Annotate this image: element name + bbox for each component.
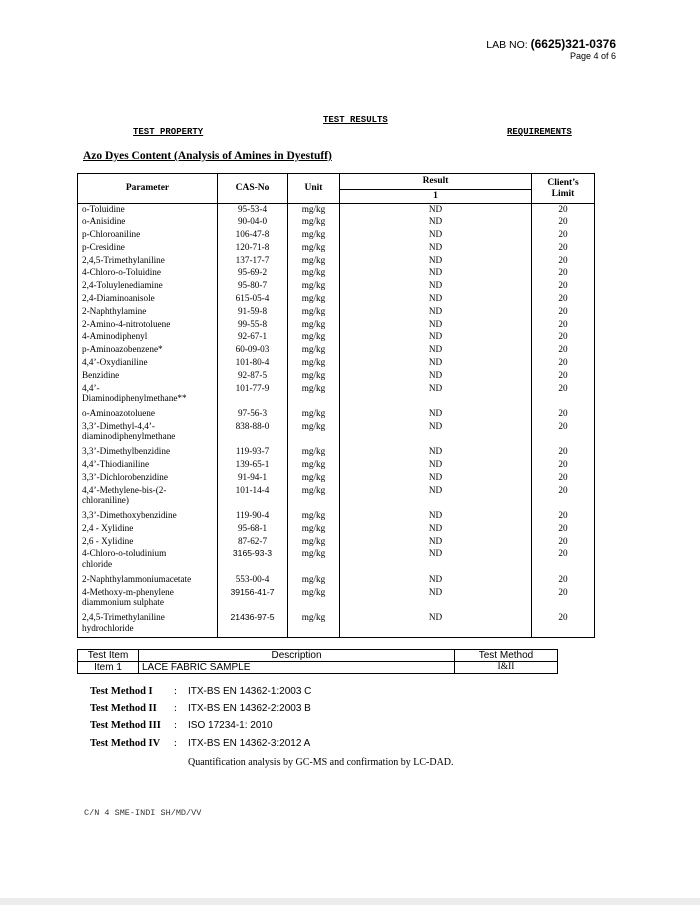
cell-cas: 119-93-7 bbox=[218, 446, 288, 459]
table-row bbox=[78, 459, 595, 472]
cell-unit: mg/kg bbox=[288, 536, 340, 549]
cell-parameter: 2-Naphthylammoniumacetate bbox=[78, 574, 218, 587]
cell-parameter: 2-Naphthylamine bbox=[78, 306, 218, 319]
cell-limit: 20 bbox=[532, 255, 595, 268]
cell-cas: 95-69-2 bbox=[218, 267, 288, 280]
cell-result: ND bbox=[340, 319, 532, 332]
cell-cas: 60-09-03 bbox=[218, 344, 288, 357]
table-row bbox=[78, 357, 595, 370]
cell-result: ND bbox=[340, 216, 532, 229]
table-row bbox=[78, 574, 595, 587]
cell-result: ND bbox=[340, 510, 532, 523]
cell-cas: 91-94-1 bbox=[218, 472, 288, 485]
cell-cas: 99-55-8 bbox=[218, 319, 288, 332]
cell-limit: 20 bbox=[532, 267, 595, 280]
cell-limit: 20 bbox=[532, 293, 595, 306]
requirements-heading: REQUIREMENTS bbox=[507, 127, 572, 137]
cell-unit: mg/kg bbox=[288, 421, 340, 446]
cell-unit: mg/kg bbox=[288, 204, 340, 217]
cell-unit: mg/kg bbox=[288, 370, 340, 383]
cell-unit: mg/kg bbox=[288, 319, 340, 332]
cell-result: ND bbox=[340, 255, 532, 268]
header-result: Result bbox=[340, 174, 532, 190]
cell-cas: 101-80-4 bbox=[218, 357, 288, 370]
cell-cas: 838-88-0 bbox=[218, 421, 288, 446]
cell-result: ND bbox=[340, 344, 532, 357]
page-bottom-edge bbox=[0, 898, 700, 905]
cell-parameter: o-Toluidine bbox=[78, 204, 218, 217]
cell-parameter: 3,3’-Dimethyl-4,4’- diaminodiphenylmethane bbox=[78, 421, 218, 446]
cell-limit: 20 bbox=[532, 612, 595, 637]
cell-parameter: 2,4-Diaminoanisole bbox=[78, 293, 218, 306]
cell-cas: 137-17-7 bbox=[218, 255, 288, 268]
cell-result: ND bbox=[340, 204, 532, 217]
cell-unit: mg/kg bbox=[288, 548, 340, 573]
cell-cas: 120-71-8 bbox=[218, 242, 288, 255]
cell-unit: mg/kg bbox=[288, 331, 340, 344]
items-row bbox=[78, 662, 558, 674]
cell-parameter: 2,4,5-Trimethylaniline bbox=[78, 255, 218, 268]
cell-cas: 95-53-4 bbox=[218, 204, 288, 217]
cell-cas: 119-90-4 bbox=[218, 510, 288, 523]
cell-result: ND bbox=[340, 421, 532, 446]
method-colon: : bbox=[174, 738, 177, 749]
table-row bbox=[78, 242, 595, 255]
cell-limit: 20 bbox=[532, 523, 595, 536]
cell-unit: mg/kg bbox=[288, 408, 340, 421]
cell-parameter: 4,4’-Oxydianiline bbox=[78, 357, 218, 370]
cell-result: ND bbox=[340, 229, 532, 242]
cell-limit: 20 bbox=[532, 510, 595, 523]
cell-result: ND bbox=[340, 293, 532, 306]
cell-parameter: p-Cresidine bbox=[78, 242, 218, 255]
table-row bbox=[78, 548, 595, 573]
method-label: Test Method IV bbox=[90, 738, 161, 749]
cell-result: ND bbox=[340, 383, 532, 408]
table-row bbox=[78, 370, 595, 383]
item-description: LACE FABRIC SAMPLE bbox=[139, 662, 455, 674]
method-value: ITX-BS EN 14362-2:2003 B bbox=[188, 703, 311, 714]
cell-result: ND bbox=[340, 357, 532, 370]
results-table bbox=[77, 173, 595, 638]
cell-result: ND bbox=[340, 472, 532, 485]
table-row bbox=[78, 587, 595, 612]
cell-unit: mg/kg bbox=[288, 523, 340, 536]
cell-parameter: 3,3’-Dichlorobenzidine bbox=[78, 472, 218, 485]
cell-limit: 20 bbox=[532, 204, 595, 217]
cell-limit: 20 bbox=[532, 548, 595, 573]
cell-unit: mg/kg bbox=[288, 216, 340, 229]
table-row bbox=[78, 408, 595, 421]
cell-unit: mg/kg bbox=[288, 612, 340, 637]
cell-cas: 90-04-0 bbox=[218, 216, 288, 229]
table-row bbox=[78, 612, 595, 637]
items-header-item: Test Item bbox=[78, 650, 139, 662]
cell-unit: mg/kg bbox=[288, 574, 340, 587]
cell-result: ND bbox=[340, 587, 532, 612]
table-row bbox=[78, 280, 595, 293]
lab-number bbox=[486, 37, 616, 51]
cell-cas: 615-05-4 bbox=[218, 293, 288, 306]
quantification-note: Quantification analysis by GC-MS and confirmation by LC-DAD. bbox=[188, 757, 454, 768]
cell-limit: 20 bbox=[532, 446, 595, 459]
header-limit: Client’s Limit bbox=[532, 174, 595, 204]
cell-result: ND bbox=[340, 242, 532, 255]
cell-unit: mg/kg bbox=[288, 485, 340, 510]
page-number: Page 4 of 6 bbox=[569, 51, 616, 61]
cell-limit: 20 bbox=[532, 331, 595, 344]
items-header-method: Test Method bbox=[455, 650, 558, 662]
table-row bbox=[78, 485, 595, 510]
cell-cas: 3165-93-3 bbox=[218, 548, 288, 573]
cell-unit: mg/kg bbox=[288, 267, 340, 280]
cell-parameter: 3,3’-Dimethylbenzidine bbox=[78, 446, 218, 459]
cell-limit: 20 bbox=[532, 408, 595, 421]
table-row bbox=[78, 510, 595, 523]
header-unit: Unit bbox=[288, 174, 340, 204]
cell-unit: mg/kg bbox=[288, 344, 340, 357]
cell-result: ND bbox=[340, 408, 532, 421]
cell-limit: 20 bbox=[532, 370, 595, 383]
table-row bbox=[78, 383, 595, 408]
cell-cas: 21436-97-5 bbox=[218, 612, 288, 637]
table-row bbox=[78, 204, 595, 217]
header-result-sub: 1 bbox=[340, 190, 532, 204]
cell-cas: 95-68-1 bbox=[218, 523, 288, 536]
results-header-row bbox=[78, 174, 595, 190]
table-row bbox=[78, 255, 595, 268]
header-cas: CAS-No bbox=[218, 174, 288, 204]
table-row bbox=[78, 331, 595, 344]
cell-unit: mg/kg bbox=[288, 293, 340, 306]
cell-parameter: 4,4’-Methylene-bis-(2- chloraniline) bbox=[78, 485, 218, 510]
cell-result: ND bbox=[340, 574, 532, 587]
item-id: Item 1 bbox=[78, 662, 139, 674]
items-header-description: Description bbox=[139, 650, 455, 662]
cell-cas: 87-62-7 bbox=[218, 536, 288, 549]
cell-result: ND bbox=[340, 446, 532, 459]
cell-limit: 20 bbox=[532, 421, 595, 446]
cell-parameter: o-Aminoazotoluene bbox=[78, 408, 218, 421]
table-row bbox=[78, 216, 595, 229]
table-row bbox=[78, 267, 595, 280]
cell-unit: mg/kg bbox=[288, 510, 340, 523]
cell-parameter: 4,4’-Thiodianiline bbox=[78, 459, 218, 472]
cell-parameter: 2-Amino-4-nitrotoluene bbox=[78, 319, 218, 332]
cell-unit: mg/kg bbox=[288, 459, 340, 472]
table-row bbox=[78, 306, 595, 319]
cell-limit: 20 bbox=[532, 229, 595, 242]
cell-cas: 553-00-4 bbox=[218, 574, 288, 587]
cell-cas: 101-77-9 bbox=[218, 383, 288, 408]
lab-number-value: (6625)321-0376 bbox=[530, 37, 616, 51]
table-row bbox=[78, 293, 595, 306]
cell-limit: 20 bbox=[532, 587, 595, 612]
test-results-heading: TEST RESULTS bbox=[323, 115, 388, 125]
method-label: Test Method I bbox=[90, 686, 153, 697]
method-label: Test Method II bbox=[90, 703, 157, 714]
section-subtitle: Azo Dyes Content (Analysis of Amines in Dyestuff) bbox=[83, 150, 332, 162]
header-parameter: Parameter bbox=[78, 174, 218, 204]
cell-limit: 20 bbox=[532, 472, 595, 485]
cell-parameter: 2,4,5-Trimethylaniline hydrochloride bbox=[78, 612, 218, 637]
cell-result: ND bbox=[340, 331, 532, 344]
cell-cas: 139-65-1 bbox=[218, 459, 288, 472]
cell-parameter: 2,4 - Xylidine bbox=[78, 523, 218, 536]
cell-unit: mg/kg bbox=[288, 229, 340, 242]
method-value: ISO 17234-1: 2010 bbox=[188, 720, 273, 731]
test-property-heading: TEST PROPERTY bbox=[133, 127, 204, 137]
cell-unit: mg/kg bbox=[288, 357, 340, 370]
cell-result: ND bbox=[340, 523, 532, 536]
method-colon: : bbox=[174, 703, 177, 714]
cell-parameter: o-Anisidine bbox=[78, 216, 218, 229]
cell-cas: 92-67-1 bbox=[218, 331, 288, 344]
cell-result: ND bbox=[340, 612, 532, 637]
cell-limit: 20 bbox=[532, 280, 595, 293]
table-row bbox=[78, 319, 595, 332]
table-row bbox=[78, 229, 595, 242]
table-row bbox=[78, 421, 595, 446]
cell-limit: 20 bbox=[532, 306, 595, 319]
cell-cas: 106-47-8 bbox=[218, 229, 288, 242]
table-row bbox=[78, 446, 595, 459]
cell-unit: mg/kg bbox=[288, 280, 340, 293]
cell-limit: 20 bbox=[532, 485, 595, 510]
cell-parameter: 4-Methoxy-m-phenylene diammonium sulphate bbox=[78, 587, 218, 612]
cell-parameter: 3,3’-Dimethoxybenzidine bbox=[78, 510, 218, 523]
cell-limit: 20 bbox=[532, 383, 595, 408]
cell-limit: 20 bbox=[532, 242, 595, 255]
cell-result: ND bbox=[340, 306, 532, 319]
method-colon: : bbox=[174, 686, 177, 697]
cell-limit: 20 bbox=[532, 344, 595, 357]
cell-parameter: 2,4-Toluylenediamine bbox=[78, 280, 218, 293]
cell-unit: mg/kg bbox=[288, 446, 340, 459]
cell-parameter: p-Chloroaniline bbox=[78, 229, 218, 242]
cell-limit: 20 bbox=[532, 357, 595, 370]
table-row bbox=[78, 472, 595, 485]
cell-parameter: 4-Chloro-o-Toluidine bbox=[78, 267, 218, 280]
cell-result: ND bbox=[340, 370, 532, 383]
cell-result: ND bbox=[340, 459, 532, 472]
method-colon: : bbox=[174, 720, 177, 731]
cell-result: ND bbox=[340, 536, 532, 549]
lab-number-label: LAB NO: bbox=[486, 39, 528, 51]
cell-parameter: 4,4’- Diaminodiphenylmethane** bbox=[78, 383, 218, 408]
cell-limit: 20 bbox=[532, 216, 595, 229]
item-method: I&II bbox=[455, 662, 558, 674]
cell-cas: 92-87-5 bbox=[218, 370, 288, 383]
cell-cas: 39156-41-7 bbox=[218, 587, 288, 612]
table-row bbox=[78, 344, 595, 357]
cell-unit: mg/kg bbox=[288, 383, 340, 408]
cell-result: ND bbox=[340, 485, 532, 510]
cell-result: ND bbox=[340, 280, 532, 293]
test-items-table bbox=[77, 649, 558, 674]
cell-parameter: 4-Aminodiphenyl bbox=[78, 331, 218, 344]
items-header-row bbox=[78, 650, 558, 662]
cell-cas: 97-56-3 bbox=[218, 408, 288, 421]
cell-limit: 20 bbox=[532, 459, 595, 472]
cell-unit: mg/kg bbox=[288, 255, 340, 268]
cell-cas: 101-14-4 bbox=[218, 485, 288, 510]
cell-limit: 20 bbox=[532, 536, 595, 549]
table-row bbox=[78, 523, 595, 536]
cell-parameter: 2,6 - Xylidine bbox=[78, 536, 218, 549]
cell-limit: 20 bbox=[532, 319, 595, 332]
table-row bbox=[78, 536, 595, 549]
cell-unit: mg/kg bbox=[288, 242, 340, 255]
cell-unit: mg/kg bbox=[288, 472, 340, 485]
footer-code: C/N 4 SME-INDI SH/MD/VV bbox=[84, 808, 202, 818]
cell-parameter: p-Aminoazobenzene* bbox=[78, 344, 218, 357]
method-value: ITX-BS EN 14362-1:2003 C bbox=[188, 686, 312, 697]
cell-result: ND bbox=[340, 267, 532, 280]
cell-cas: 95-80-7 bbox=[218, 280, 288, 293]
cell-unit: mg/kg bbox=[288, 587, 340, 612]
cell-result: ND bbox=[340, 548, 532, 573]
cell-limit: 20 bbox=[532, 574, 595, 587]
method-value: ITX-BS EN 14362-3:2012 A bbox=[188, 738, 311, 749]
cell-parameter: Benzidine bbox=[78, 370, 218, 383]
cell-parameter: 4-Chloro-o-toludinium chloride bbox=[78, 548, 218, 573]
method-label: Test Method III bbox=[90, 720, 161, 731]
cell-unit: mg/kg bbox=[288, 306, 340, 319]
cell-cas: 91-59-8 bbox=[218, 306, 288, 319]
